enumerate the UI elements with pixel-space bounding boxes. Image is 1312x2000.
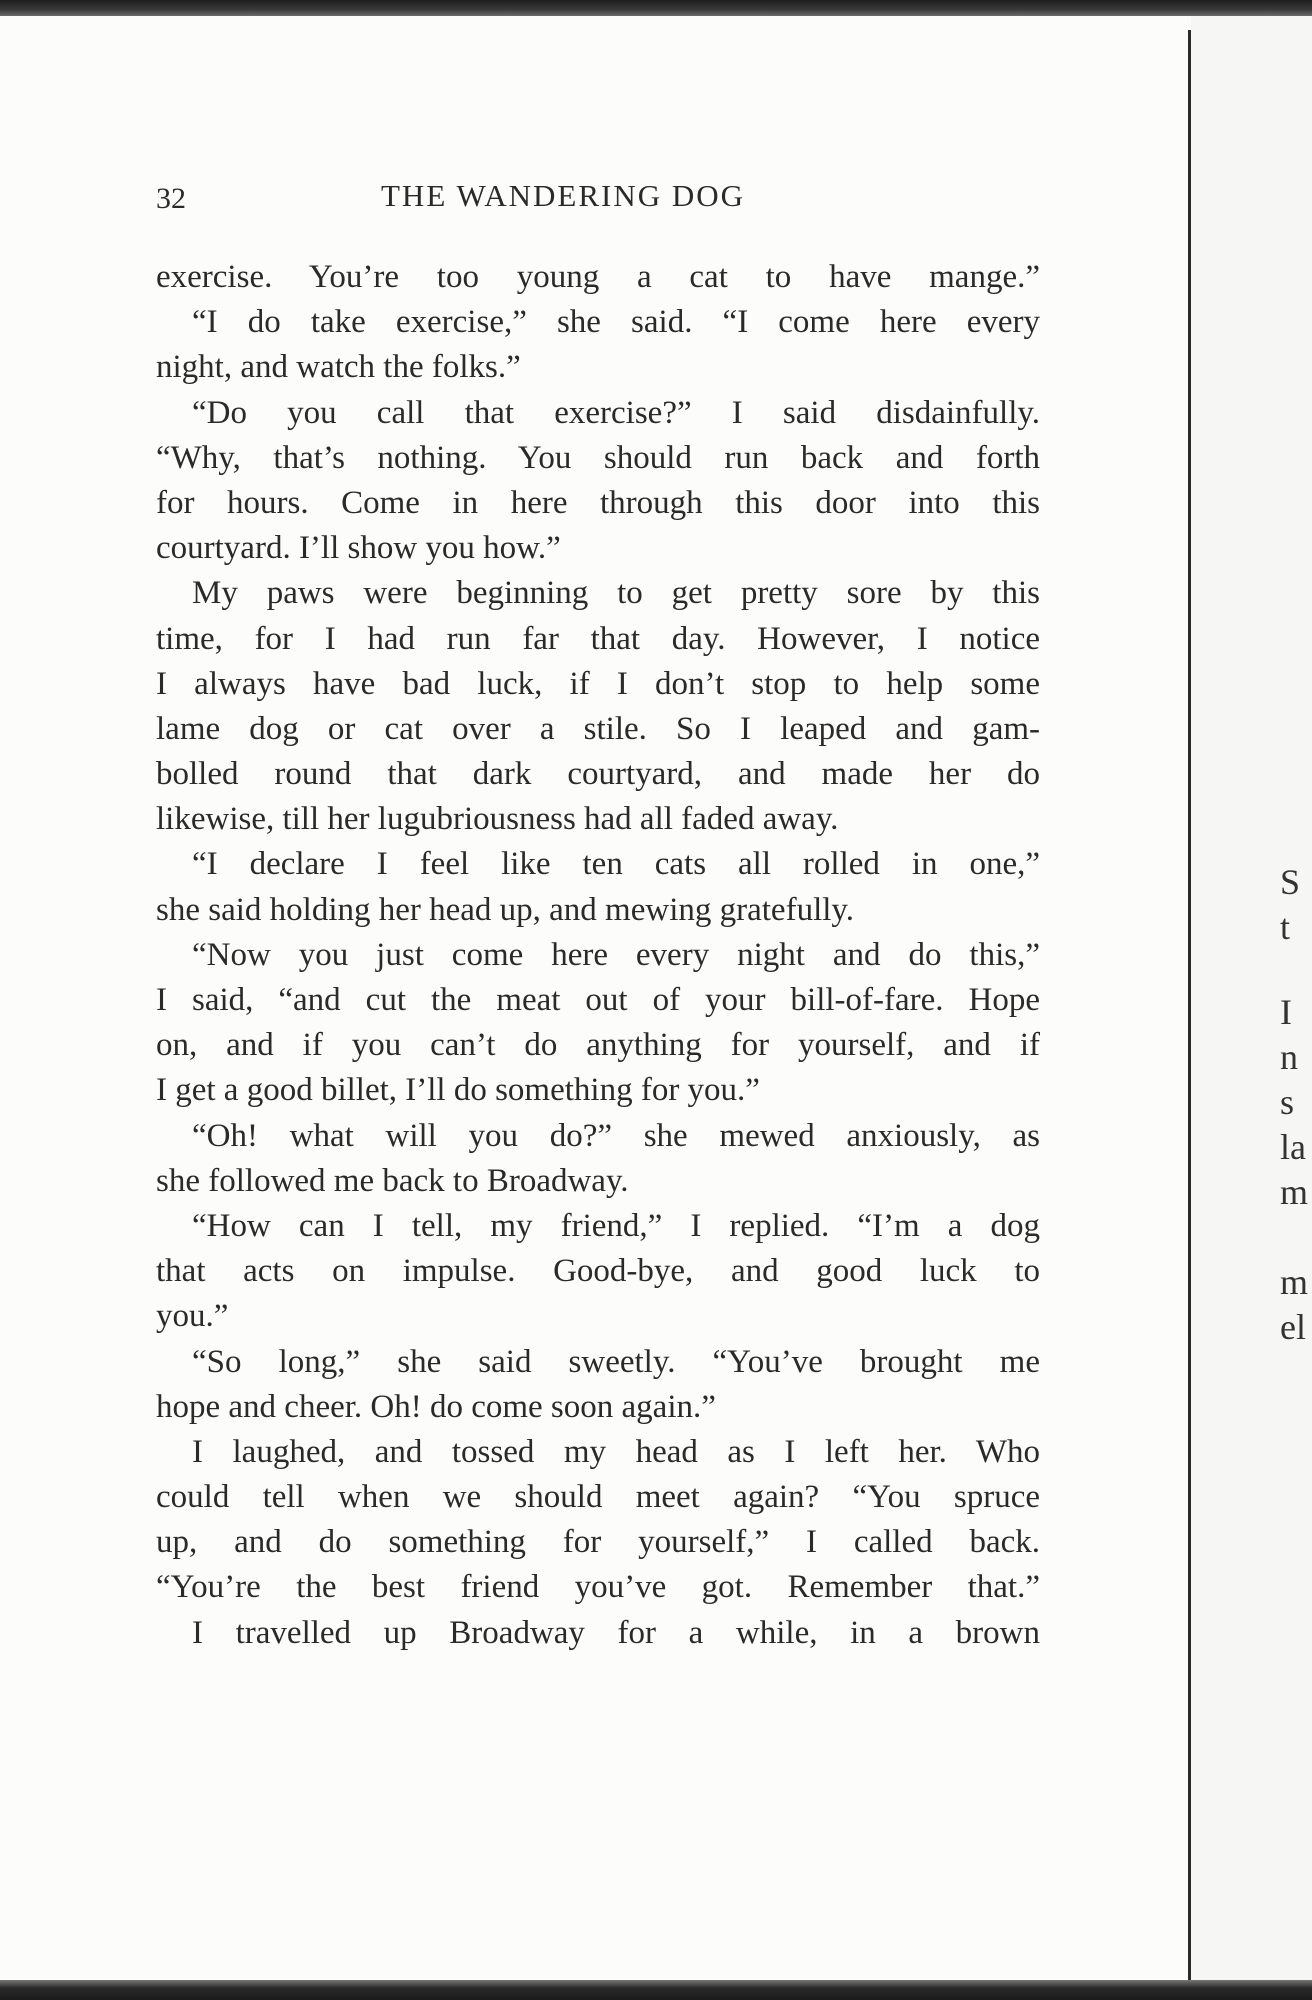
facing-page-letter: m [1280, 1262, 1309, 1302]
facing-page-letter: n [1280, 1037, 1298, 1077]
text-line: she followed me back to Broadway. [156, 1162, 629, 1199]
page-number: 32 [156, 182, 186, 215]
text-line: “Do you call that exercise?” I said disdainfully. [192, 394, 1040, 431]
text-line: could tell when we should meet again? “You spruce [156, 1479, 1040, 1516]
scan-bottom-edge [0, 1980, 1312, 2000]
facing-page-letter: S [1280, 862, 1301, 902]
text-line: “Oh! what will you do?” she mewed anxiously, as [192, 1117, 1040, 1154]
page-header [156, 172, 1036, 222]
facing-page-letter: m [1280, 1172, 1309, 1212]
text-line: “I do take exercise,” she said. “I come here every [192, 304, 1040, 341]
text-line: up, and do something for yourself,” I called back. [156, 1524, 1040, 1561]
text-line: bolled round that dark courtyard, and made her do [156, 756, 1040, 793]
text-line: “How can I tell, my friend,” I replied. “I’m a dog [192, 1207, 1040, 1244]
page-gutter [1188, 30, 1191, 1980]
text-line: that acts on impulse. Good-bye, and good luck to [156, 1253, 1040, 1290]
text-line: “I declare I feel like ten cats all rolled in one,” [192, 846, 1040, 883]
text-line: you.” [156, 1298, 229, 1335]
text-line: I travelled up Broadway for a while, in a brown [192, 1614, 1040, 1651]
text-line: on, and if you can’t do anything for yourself, and if [156, 1027, 1040, 1064]
running-head: THE WANDERING DOG [381, 178, 746, 213]
facing-page-letter: s [1280, 1082, 1295, 1122]
text-line: for hours. Come in here through this door into this [156, 484, 1040, 521]
text-line: “Why, that’s nothing. You should run back and forth [156, 439, 1040, 476]
text-line: I laughed, and tossed my head as I left her. Who [192, 1433, 1040, 1470]
facing-page-letter: el [1280, 1307, 1306, 1347]
body-text [156, 255, 1040, 1656]
text-line: “You’re the best friend you’ve got. Remember that.” [156, 1569, 1040, 1606]
text-line: night, and watch the folks.” [156, 349, 521, 386]
facing-page-letter: t [1280, 907, 1291, 947]
text-line: I always have bad luck, if I don’t stop to help some [156, 665, 1040, 702]
facing-page-letter: la [1280, 1127, 1306, 1167]
text-line: lame dog or cat over a stile. So I leaped and gam- [156, 710, 1040, 747]
text-line: time, for I had run far that day. However, I notice [156, 620, 1040, 657]
text-line: she said holding her head up, and mewing gratefully. [156, 891, 855, 928]
text-line: “So long,” she said sweetly. “You’ve brought me [192, 1343, 1040, 1380]
text-line: My paws were beginning to get pretty sore by this [192, 575, 1040, 612]
facing-page-letter: I [1280, 992, 1292, 1032]
text-line: hope and cheer. Oh! do come soon again.” [156, 1388, 716, 1425]
facing-page-fragments [1280, 860, 1312, 1560]
text-line: exercise. You’re too young a cat to have mange.” [156, 259, 1040, 295]
text-line: I said, “and cut the meat out of your bill-of-fare. Hope [156, 982, 1040, 1018]
text-line: likewise, till her lugubriousness had all faded away. [156, 801, 839, 838]
text-line: “Now you just come here every night and do this,” [192, 936, 1040, 973]
text-line: I get a good billet, I’ll do something for you.” [156, 1072, 760, 1109]
text-line: courtyard. I’ll show you how.” [156, 530, 561, 567]
